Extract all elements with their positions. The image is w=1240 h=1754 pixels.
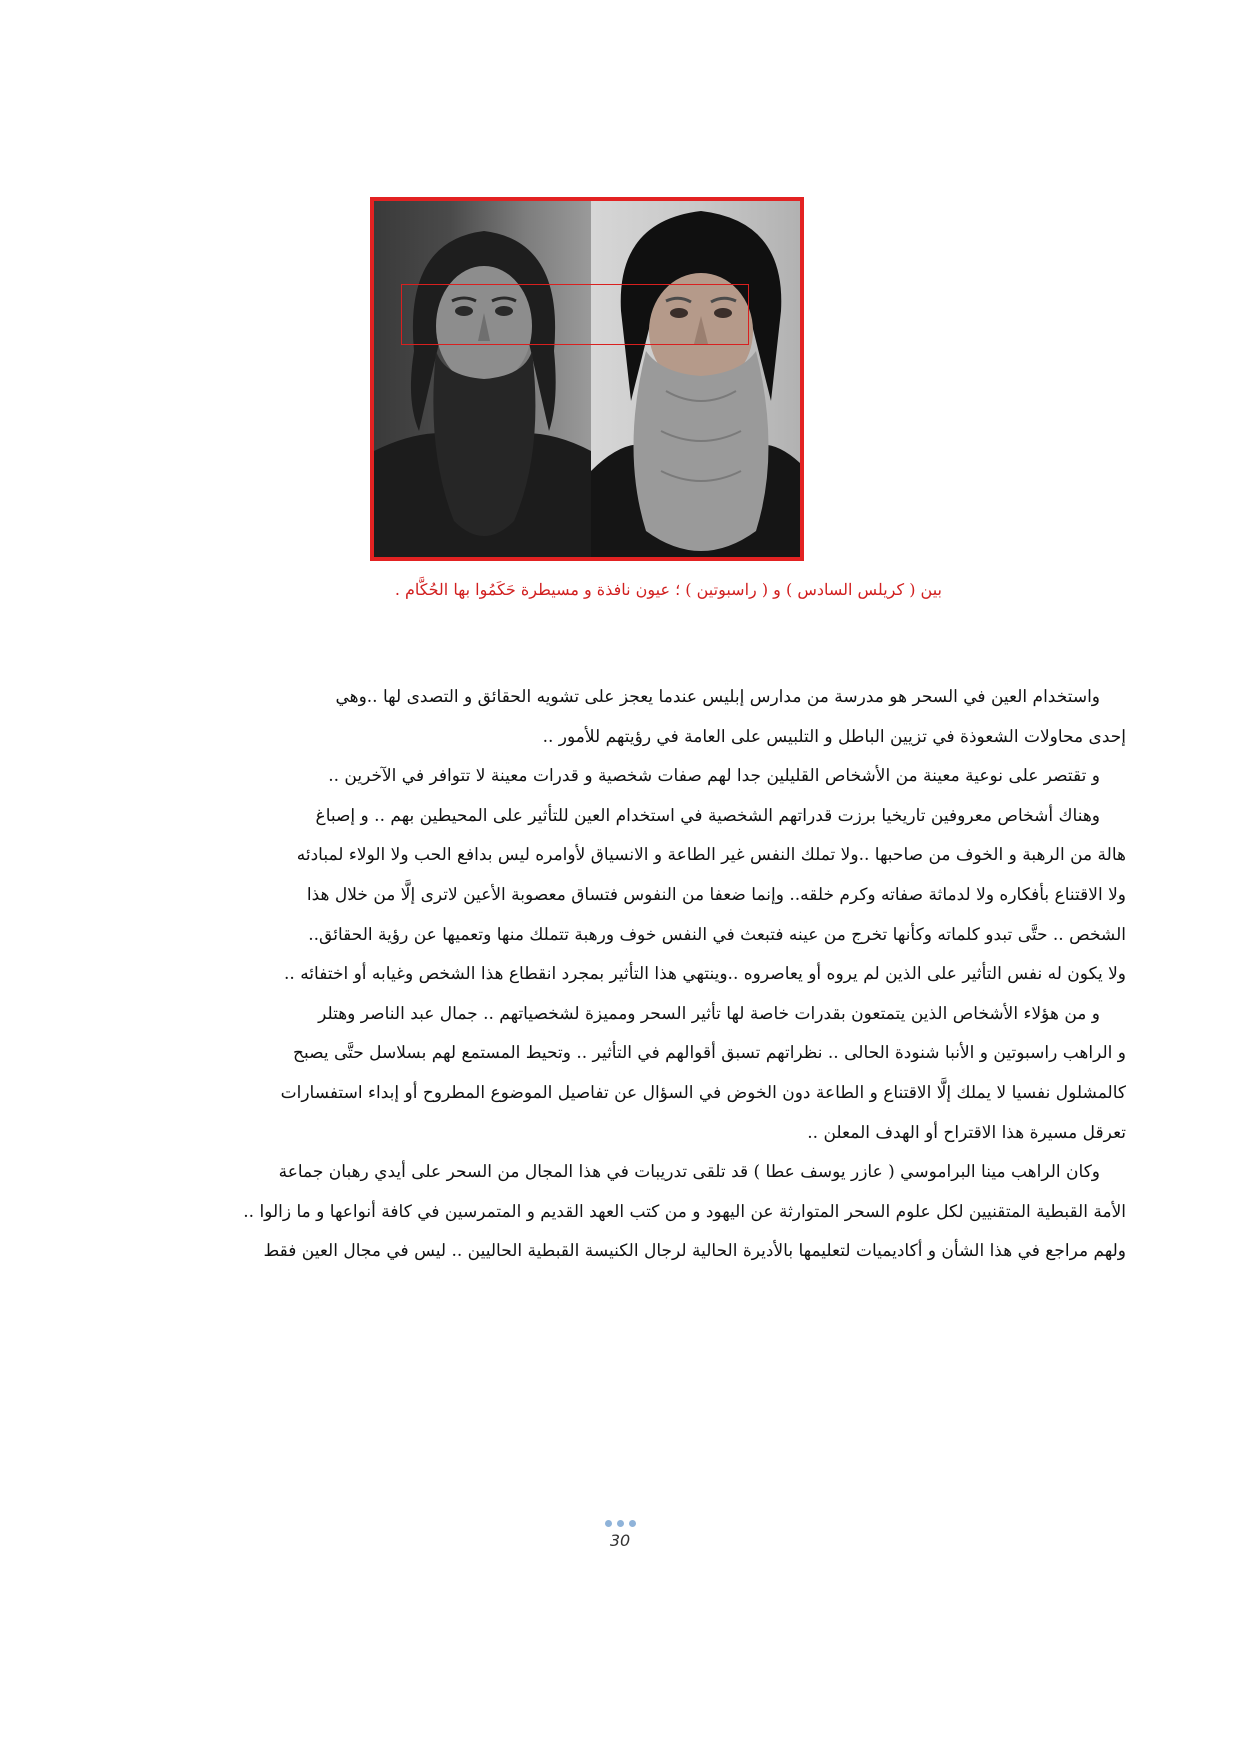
text-line: و الراهب راسبوتين و الأنبا شنودة الحالى .. نظراتهم تسبق أقوالهم في التأثير .. وتحيط المستمع لهم بسلاسل حتَّى يصبح — [292, 1043, 1126, 1064]
portrait-kyrillos — [591, 201, 804, 557]
figure-caption: بين ( كريلس السادس ) و ( راسبوتين ) ؛ عيون نافذة و مسيطرة حَكَمُوا بها الحُكَّام . — [394, 580, 942, 599]
figure-image — [370, 197, 804, 561]
body-text — [116, 678, 1126, 1272]
text-line: الأمة القبطية المتقنيين لكل علوم السحر المتوارثة عن اليهود و من كتب العهد القديم و المتمرسين في كافة أنواعها و ما زالوا .. — [243, 1201, 1126, 1222]
page-footer — [0, 1512, 1240, 1550]
text-line: ولا الاقتناع بأفكاره ولا لدماثة صفاته وكرم خلقه.. وإنما ضعفا من النفوس فتساق معصوبة الأعين لاترى إلَّا من خلال هذا — [306, 884, 1126, 905]
text-line: ولا يكون له نفس التأثير على الذين لم يروه أو يعاصروه ..وينتهي هذا التأثير بمجرد انقطاع هذا الشخص وغيابه أو اختفائه .. — [283, 964, 1126, 985]
footer-dots-ornament — [602, 1512, 638, 1522]
text-line: تعرقل مسيرة هذا الاقتراح أو الهدف المعلن .. — [807, 1122, 1126, 1143]
text-line: و تقتصر على نوعية معينة من الأشخاص القليلين جدا لهم صفات شخصية و قدرات معينة لا تتوافر في الآخرين .. — [328, 766, 1100, 787]
text-line: ولهم مراجع في هذا الشأن و أكاديميات لتعليمها بالأديرة الحالية لرجال الكنيسة القبطية الحاليين .. ليس في مجال العين فقط — [263, 1241, 1126, 1262]
text-line: كالمشلول نفسيا لا يملك إلَّا الاقتناع و الطاعة دون الخوض في السؤال عن تفاصيل الموضوع المطروح أو إبداء استفسارات — [280, 1082, 1126, 1103]
text-line: هالة من الرهبة و الخوف من صاحبها ..ولا تملك النفس غير الطاعة و الانسياق لأوامره ليس بدافع الحب ولا الولاء لمبادئه — [296, 845, 1126, 866]
portrait-kyrillos-drawing — [591, 201, 804, 557]
text-line: و من هؤلاء الأشخاص الذين يتمتعون بقدرات خاصة لها تأثير السحر ومميزة لشخصياتهم .. جمال عبد الناصر وهتلر — [318, 1003, 1100, 1024]
page-number: 30 — [609, 1531, 631, 1550]
portrait-rasputin — [374, 201, 591, 557]
text-line: وكان الراهب مينا البراموسي ( عازر يوسف عطا ) قد تلقى تدريبات في هذا المجال من السحر على أيدي رهبان جماعة — [278, 1162, 1100, 1183]
text-line: الشخص .. حتَّى تبدو كلماته وكأنها تخرج من عينه فتبعث في النفس خوف ورهبة تتملك منها وتعميها عن رؤية الحقائق.. — [308, 924, 1126, 945]
text-line: واستخدام العين في السحر هو مدرسة من مدارس إبليس عندما يعجز على تشويه الحقائق و التصدى لها ..وهي — [335, 687, 1100, 707]
text-line: وهناك أشخاص معروفين تاريخيا برزت قدراتهم الشخصية في استخدام العين للتأثير على المحيطين بهم .. و إصباغ — [315, 805, 1100, 826]
text-line: إحدى محاولات الشعوذة في تزيين الباطل و التلبيس على العامة في رؤيتهم للأمور .. — [542, 726, 1126, 747]
portrait-rasputin-drawing — [374, 201, 591, 557]
